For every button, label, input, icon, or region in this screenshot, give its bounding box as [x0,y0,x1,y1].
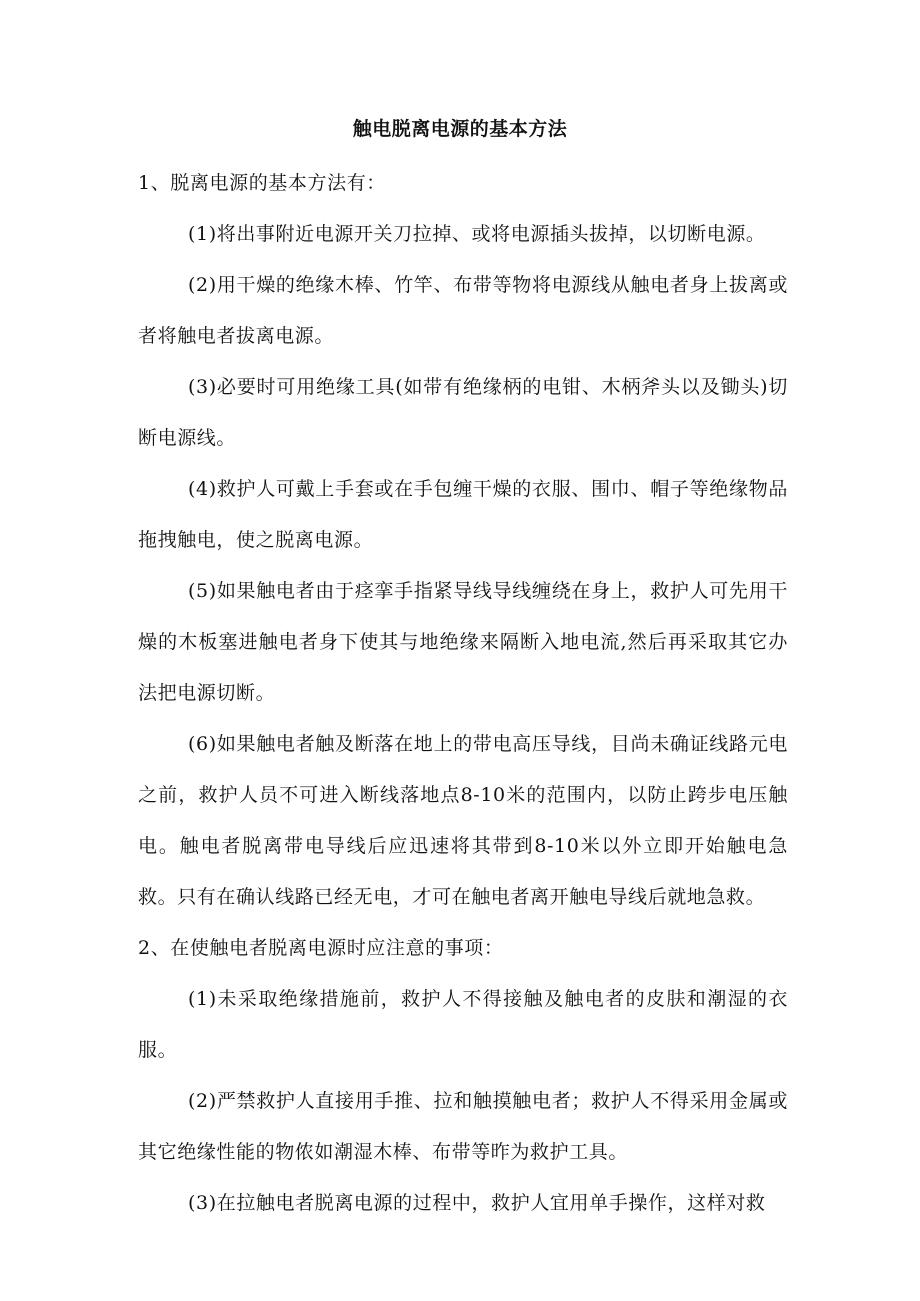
paragraph: (1)将出事附近电源开关刀拉掉、或将电源插头拔掉，以切断电源。 [188,223,766,245]
section-heading-2: 2、在使触电者脱离电源时应注意的事项： [138,937,504,959]
paragraph: (4)救护人可戴上手套或在手包缠干燥的衣服、围巾、帽子等绝缘物品拖拽触电，使之脱离电源。 [138,478,788,551]
paragraph: (2)严禁救护人直接用手推、拉和触摸触电者；救护人不得采用金属或其它绝缘性能的物侬如潮湿木棒、布带等昨为救护工具。 [138,1090,788,1163]
document-body [138,158,788,1229]
document-title: 触电脱离电源的基本方法 [352,118,568,140]
paragraph: (1)未采取绝缘措施前，救护人不得接触及触电者的皮肤和潮湿的衣服。 [138,988,788,1061]
paragraph: (3)必要时可用绝缘工具(如带有绝缘柄的电钳、木柄斧头以及锄头)切断电源线。 [138,376,788,449]
paragraph: (2)用干燥的绝缘木棒、竹竿、布带等物将电源线从触电者身上拔离或者将触电者拔离电源。 [138,274,788,347]
paragraph: (6)如果触电者触及断落在地上的带电高压导线，目尚未确证线路元电之前，救护人员不可进入断线落地点8-10米的范围内，以防止跨步电压触电。触电者脱离带电导线后应迅速将其带到8-10米以外立即开始触电急救。只有在确认线路已经无电，才可在触电者离开触电导线后就地急救。 [138,733,788,908]
paragraph: (3)在拉触电者脱离电源的过程中，救护人宜用单手操作，这样对救 [188,1192,766,1214]
section-heading-1: 1、脱离电源的基本方法有： [138,172,386,194]
paragraph: (5)如果触电者由于痉挛手指紧导线导线缠绕在身上，救护人可先用干燥的木板塞进触电者身下使其与地绝缘来隔断入地电流,然后再采取其它办法把电源切断。 [138,580,788,704]
